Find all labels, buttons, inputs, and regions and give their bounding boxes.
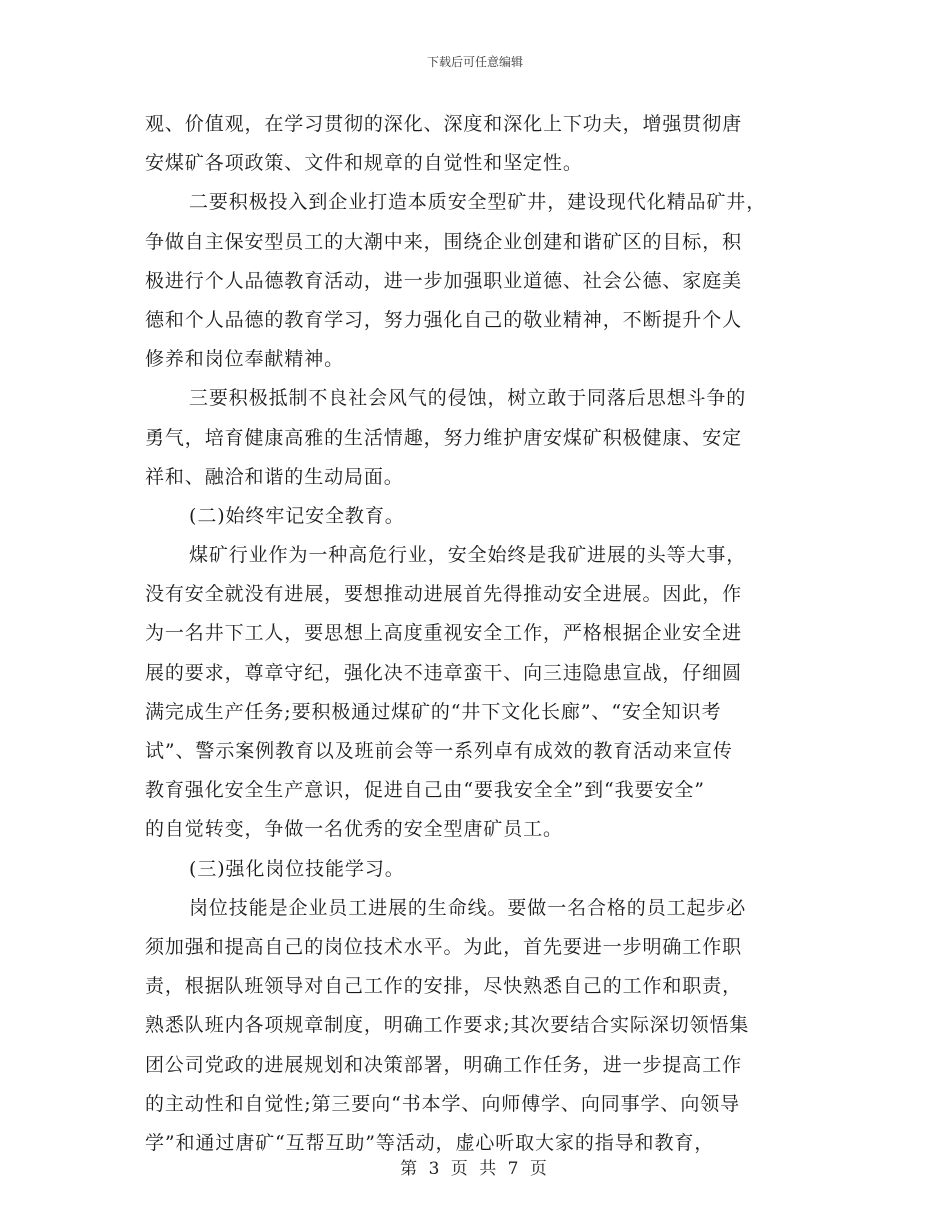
- paragraph-first-line: (三)强化岗位技能学习。: [189, 857, 405, 880]
- paragraph-line: 争做自主保安型员工的大潮中来，围绕企业创建和谐矿区的目标，积: [145, 230, 743, 253]
- paragraph-line: 安煤矿各项政策、文件和规章的自觉性和坚定性。: [145, 152, 583, 175]
- paragraph-line: 学”和通过唐矿“互帮互助”等活动，虚心听取大家的指导和教育，: [145, 1131, 715, 1154]
- paragraph-line: 教育强化安全生产意识，促进自己由“要我安全全”到“我要安全”: [145, 779, 705, 802]
- paragraph-line: 的主动性和自觉性;第三要向“书本学、向师傅学、向同事学、向领导: [145, 1092, 741, 1115]
- paragraph-line: 责，根据队班领导对自己工作的安排，尽快熟悉自己的工作和职责，: [145, 975, 743, 998]
- paragraph-line: 为一名井下工人，要思想上高度重视安全工作，严格根据企业安全进: [145, 622, 743, 645]
- paragraph-line: 试”、警示案例教育以及班前会等一系列卓有成效的教育活动来宣传: [145, 740, 733, 762]
- paragraph-line: 勇气，培育健康高雅的生活情趣，努力维护唐安煤矿积极健康、安定: [145, 426, 743, 449]
- paragraph-first-line: 煤矿行业作为一种高危行业，安全始终是我矿进展的头等大事，: [189, 544, 747, 567]
- paragraph-line: 没有安全就没有进展，要想推动进展首先得推动安全进展。因此，作: [145, 583, 743, 606]
- document-body: [145, 105, 810, 1163]
- paragraph-line: 观、价值观，在学习贯彻的深化、深度和深化上下功夫，增强贯彻唐: [145, 113, 743, 135]
- paragraph-line: 修养和岗位奉献精神。: [145, 348, 345, 371]
- paragraph-first-line: (二)始终牢记安全教育。: [189, 504, 405, 527]
- paragraph-line: 熟悉队班内各项规章制度，明确工作要求;其次要结合实际深切领悟集: [145, 1014, 750, 1037]
- paragraph-line: 德和个人品德的教育学习，努力强化自己的敬业精神，不断提升个人: [145, 308, 743, 331]
- paragraph-line: 团公司党政的进展规划和决策部署，明确工作任务，进一步提高工作: [145, 1053, 743, 1076]
- paragraph-first-line: 岗位技能是企业员工进展的生命线。要做一名合格的员工起步必: [189, 896, 747, 919]
- paragraph-first-line: 二要积极投入到企业打造本质安全型矿井，建设现代化精品矿井，: [189, 191, 767, 214]
- page-number-footer: 第 3 页 共 7 页: [400, 1159, 550, 1179]
- paragraph-line: 的自觉转变，争做一名优秀的安全型唐矿员工。: [145, 818, 563, 841]
- paragraph-line: 极进行个人品德教育活动，进一步加强职业道德、社会公德、家庭美: [145, 269, 743, 292]
- paragraph-line: 祥和、融洽和谐的生动局面。: [145, 465, 404, 488]
- paragraph-line: 满完成生产任务;要积极通过煤矿的“井下文化长廊”、“安全知识考: [145, 700, 722, 723]
- paragraph-first-line: 三要积极抵制不良社会风气的侵蚀，树立敢于同落后思想斗争的: [189, 387, 747, 410]
- page-header: 下载后可任意编辑: [426, 55, 523, 69]
- paragraph-line: 须加强和提高自己的岗位技术水平。为此，首先要进一步明确工作职: [145, 935, 743, 958]
- paragraph-line: 展的要求，尊章守纪，强化决不违章蛮干、向三违隐患宣战，仔细圆: [145, 661, 743, 684]
